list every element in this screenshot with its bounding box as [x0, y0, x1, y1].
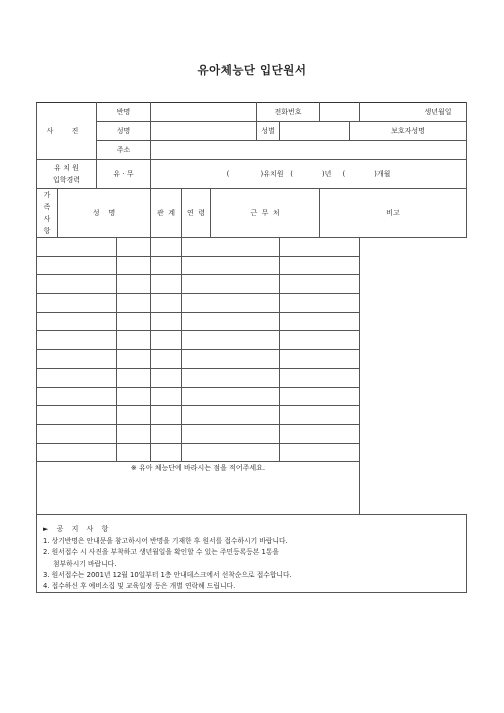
notice-box: [37, 515, 467, 593]
family-header-workplace: 근 무 처: [211, 189, 320, 238]
family-name-field[interactable]: [37, 312, 117, 331]
family-workplace-field[interactable]: [182, 443, 280, 462]
family-row: [37, 238, 467, 257]
family-relation-field[interactable]: [117, 238, 151, 257]
family-name-field[interactable]: [37, 350, 117, 369]
name-field[interactable]: [151, 122, 257, 141]
address-label: 주소: [97, 141, 151, 160]
family-row: [37, 294, 467, 313]
family-remarks-field[interactable]: [280, 275, 360, 294]
family-row: [37, 387, 467, 406]
family-relation-field[interactable]: [117, 312, 151, 331]
family-workplace-field[interactable]: [182, 312, 280, 331]
family-remarks-field[interactable]: [280, 406, 360, 425]
family-relation-field[interactable]: [117, 350, 151, 369]
family-age-field[interactable]: [151, 331, 182, 350]
family-remarks-field[interactable]: [280, 368, 360, 387]
family-side-label: [37, 189, 58, 238]
family-row: [37, 331, 467, 350]
family-side-char: 가: [43, 191, 51, 199]
family-workplace-field[interactable]: [182, 368, 280, 387]
request-note: ※ 유아 체능단에 바라시는 점을 적어주세요.: [130, 464, 266, 473]
guardian-label: 보호자성명: [350, 122, 467, 141]
family-side-char: 사: [43, 215, 51, 223]
family-age-field[interactable]: [151, 350, 182, 369]
kinder-history-label: [37, 160, 97, 189]
family-relation-field[interactable]: [117, 294, 151, 313]
family-age-field[interactable]: [151, 368, 182, 387]
family-remarks-field[interactable]: [280, 443, 360, 462]
family-relation-field[interactable]: [117, 406, 151, 425]
family-row: [37, 350, 467, 369]
family-name-field[interactable]: [37, 256, 117, 275]
family-row: [37, 312, 467, 331]
family-row: [37, 443, 467, 462]
family-row: [37, 275, 467, 294]
family-row: [37, 406, 467, 425]
family-name-field[interactable]: [37, 275, 117, 294]
family-name-field[interactable]: [37, 406, 117, 425]
family-name-field[interactable]: [37, 443, 117, 462]
family-remarks-field[interactable]: [280, 294, 360, 313]
family-row: [37, 424, 467, 443]
family-name-field[interactable]: [37, 424, 117, 443]
notice-item: 1. 상기반명은 안내문을 참고하시어 반명을 기재한 후 원서를 접수하시기 바랍니다.: [43, 537, 288, 546]
family-age-field[interactable]: [151, 406, 182, 425]
photo-cell[interactable]: [37, 103, 97, 160]
family-remarks-field[interactable]: [280, 424, 360, 443]
family-side-char: 항: [43, 227, 51, 235]
family-relation-field[interactable]: [117, 331, 151, 350]
birth-label: 생년월일: [424, 108, 452, 116]
family-workplace-field[interactable]: [182, 331, 280, 350]
gender-label: 성별: [257, 122, 280, 141]
family-remarks-field[interactable]: [280, 238, 360, 257]
notice-item: 첨부하시기 바랍니다.: [53, 559, 117, 568]
class-label: 반명: [97, 103, 151, 122]
family-relation-field[interactable]: [117, 387, 151, 406]
family-workplace-field[interactable]: [182, 238, 280, 257]
family-name-field[interactable]: [37, 331, 117, 350]
notice-heading: ► 공 지 사 항: [43, 525, 112, 534]
family-workplace-field[interactable]: [182, 424, 280, 443]
family-age-field[interactable]: [151, 238, 182, 257]
family-workplace-field[interactable]: [182, 294, 280, 313]
family-age-field[interactable]: [151, 256, 182, 275]
kinder-label-line1: 유 치 원: [54, 164, 79, 172]
gender-field[interactable]: [280, 122, 350, 141]
phone-label: 전화번호: [257, 103, 320, 122]
family-name-field[interactable]: [37, 387, 117, 406]
name-label: 성명: [97, 122, 151, 141]
family-relation-field[interactable]: [117, 443, 151, 462]
birth-cell[interactable]: [360, 103, 467, 122]
notice-item: 4. 접수하신 후 예비소집 및 교육일정 등은 개별 연락해 드립니다.: [43, 582, 236, 591]
class-field[interactable]: [151, 103, 257, 122]
family-age-field[interactable]: [151, 387, 182, 406]
family-header-name: 성 명: [58, 189, 151, 238]
family-row: [37, 256, 467, 275]
notice-item: 2. 원서접수 시 사진을 부착하고 생년월일을 확인할 수 있는 주민등록등본 1통을: [43, 548, 279, 557]
family-remarks-field[interactable]: [280, 312, 360, 331]
family-workplace-field[interactable]: [182, 387, 280, 406]
kinder-field[interactable]: ( )유치원 ( )년 ( )개월: [151, 160, 467, 189]
family-side-char: 족: [43, 203, 51, 211]
application-form: [36, 102, 467, 649]
family-relation-field[interactable]: [117, 368, 151, 387]
family-workplace-field[interactable]: [182, 275, 280, 294]
family-name-field[interactable]: [37, 368, 117, 387]
family-row: [37, 368, 467, 387]
family-remarks-field[interactable]: [280, 387, 360, 406]
kinder-label-line2: 입학경력: [52, 176, 81, 184]
family-header-remarks: 비고: [320, 189, 467, 238]
family-relation-field[interactable]: [117, 256, 151, 275]
address-field[interactable]: [151, 141, 467, 160]
family-remarks-field[interactable]: [280, 331, 360, 350]
request-note-field[interactable]: [37, 462, 360, 515]
family-header-relation: 관 계: [151, 189, 182, 238]
family-age-field[interactable]: [151, 424, 182, 443]
family-age-field[interactable]: [151, 275, 182, 294]
photo-label: 사 진: [46, 127, 87, 135]
family-workplace-field[interactable]: [182, 256, 280, 275]
family-age-field[interactable]: [151, 312, 182, 331]
family-header-age: 연 령: [182, 189, 211, 238]
family-remarks-field[interactable]: [280, 350, 360, 369]
phone-field[interactable]: [320, 103, 360, 122]
page-title: 유아체능단 입단원서: [197, 63, 307, 77]
family-age-field[interactable]: [151, 443, 182, 462]
family-age-field[interactable]: [151, 294, 182, 313]
bottom-blank: [37, 593, 467, 649]
family-name-field[interactable]: [37, 238, 117, 257]
notice-item: 3. 원서접수는 2001년 12월 10일부터 1층 안내데스크에서 선착순으로 접수합니다.: [43, 570, 292, 579]
family-remarks-field[interactable]: [280, 256, 360, 275]
family-workplace-field[interactable]: [182, 406, 280, 425]
family-relation-field[interactable]: [117, 424, 151, 443]
family-name-field[interactable]: [37, 294, 117, 313]
family-relation-field[interactable]: [117, 275, 151, 294]
family-workplace-field[interactable]: [182, 350, 280, 369]
has-label: 유 · 무: [97, 160, 151, 189]
